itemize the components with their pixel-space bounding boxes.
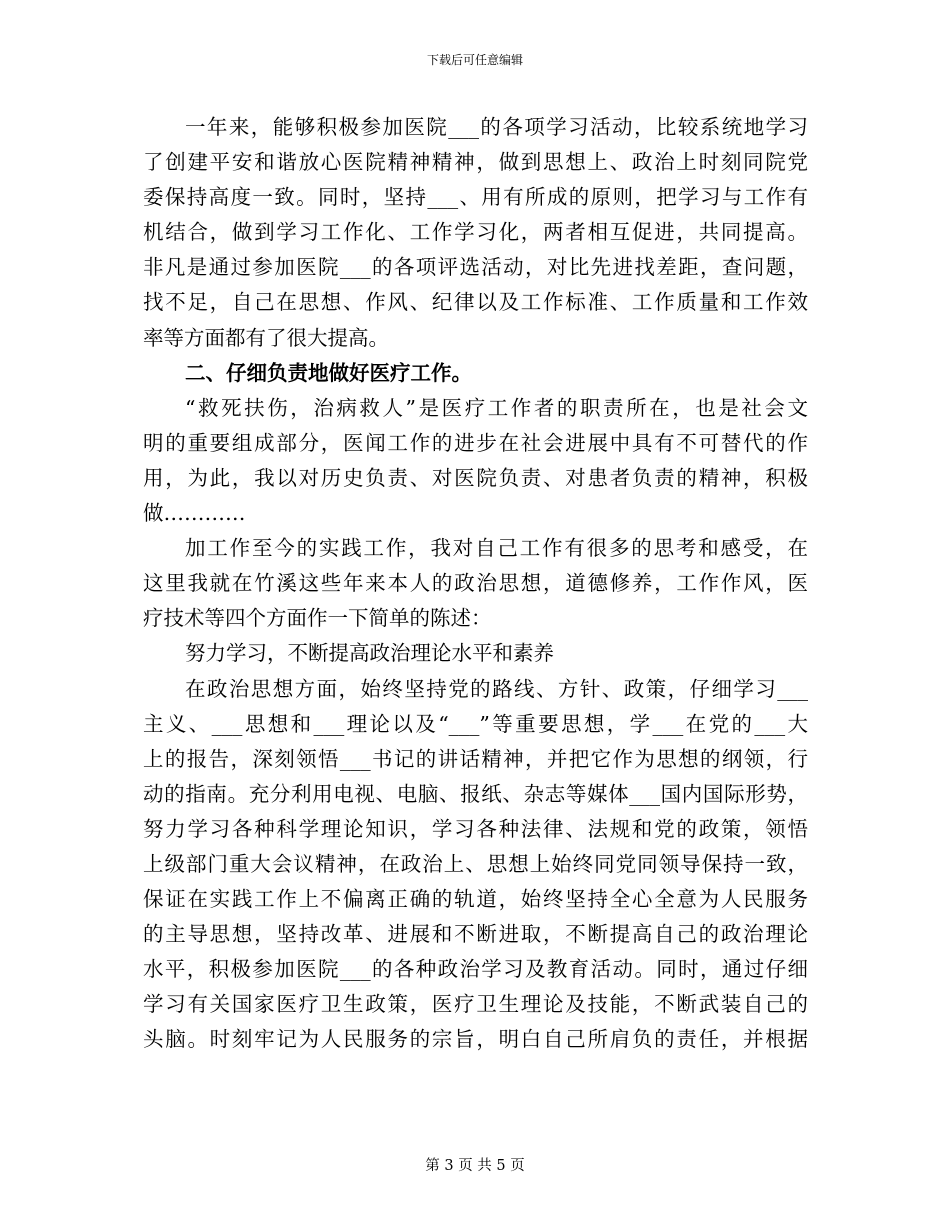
body-line: 上的报告，深刻领悟___书记的讲话精神，并把它作为思想的纲领，行 (143, 746, 808, 771)
body-line: 做………… (143, 501, 246, 526)
body-line: 努力学习各种科学理论知识，学习各种法律、法规和党的政策，领悟 (143, 816, 808, 841)
body-line: 率等方面都有了很大提高。 (143, 325, 389, 350)
document-body (143, 110, 808, 1058)
body-line: 明的重要组成部分，医闻工作的进步在社会进展中具有不可替代的作 (143, 430, 808, 455)
body-line: 学习有关国家医疗卫生政策，医疗卫生理论及技能，不断武装自己的 (143, 992, 808, 1017)
body-line: 努力学习，不断提高政治理论水平和素养 (185, 641, 554, 666)
body-line: 保证在实践工作上不偏离正确的轨道，始终坚持全心全意为人民服务 (143, 887, 808, 912)
body-line: 在政治思想方面，始终坚持党的路线、方针、政策，仔细学习___ (185, 676, 808, 701)
body-line: “救死扶伤，治病救人”是医疗工作者的职责所在，也是社会文 (185, 395, 808, 420)
body-line: 了创建平安和谐放心医院精神精神，做到思想上、政治上时刻同院党 (143, 150, 808, 175)
body-line: 委保持高度一致。同时，坚持___、用有所成的原则，把学习与工作有 (143, 185, 808, 210)
body-line: 加工作至今的实践工作，我对自己工作有很多的思考和感受，在 (185, 536, 808, 561)
body-line: 机结合，做到学习工作化、工作学习化，两者相互促进，共同提高。 (143, 220, 808, 245)
body-line: 疗技术等四个方面作一下简单的陈述： (143, 606, 492, 631)
page-header-note: 下载后可任意编辑 (426, 53, 523, 67)
page-number-footer: 第 3 页 共 5 页 (425, 1158, 525, 1174)
body-line: 非凡是通过参加医院___的各项评选活动，对比先进找差距，查问题， (143, 255, 808, 280)
body-line: 动的指南。充分利用电视、电脑、报纸、杂志等媒体___国内国际形势， (143, 781, 808, 806)
body-line: 主义、___思想和___理论以及“___”等重要思想，学___在党的___大 (143, 711, 808, 736)
body-line: 找不足，自己在思想、作风、纪律以及工作标准、工作质量和工作效 (143, 290, 808, 315)
body-line: 的主导思想，坚持改革、进展和不断进取，不断提高自己的政治理论 (143, 922, 808, 947)
section-heading: 二、仔细负责地做好医疗工作。 (185, 360, 472, 385)
body-line: 上级部门重大会议精神，在政治上、思想上始终同党同领导保持一致， (143, 851, 808, 876)
body-line: 水平，积极参加医院___的各种政治学习及教育活动。同时，通过仔细 (143, 957, 808, 982)
body-line: 一年来，能够积极参加医院___的各项学习活动，比较系统地学习 (185, 115, 808, 139)
body-line: 用，为此，我以对历史负责、对医院负责、对患者负责的精神，积极 (143, 465, 808, 490)
body-line: 这里我就在竹溪这些年来本人的政治思想，道德修养，工作作风，医 (143, 571, 808, 596)
body-line: 头脑。时刻牢记为人民服务的宗旨，明白自己所肩负的责任，并根据 (143, 1027, 808, 1052)
